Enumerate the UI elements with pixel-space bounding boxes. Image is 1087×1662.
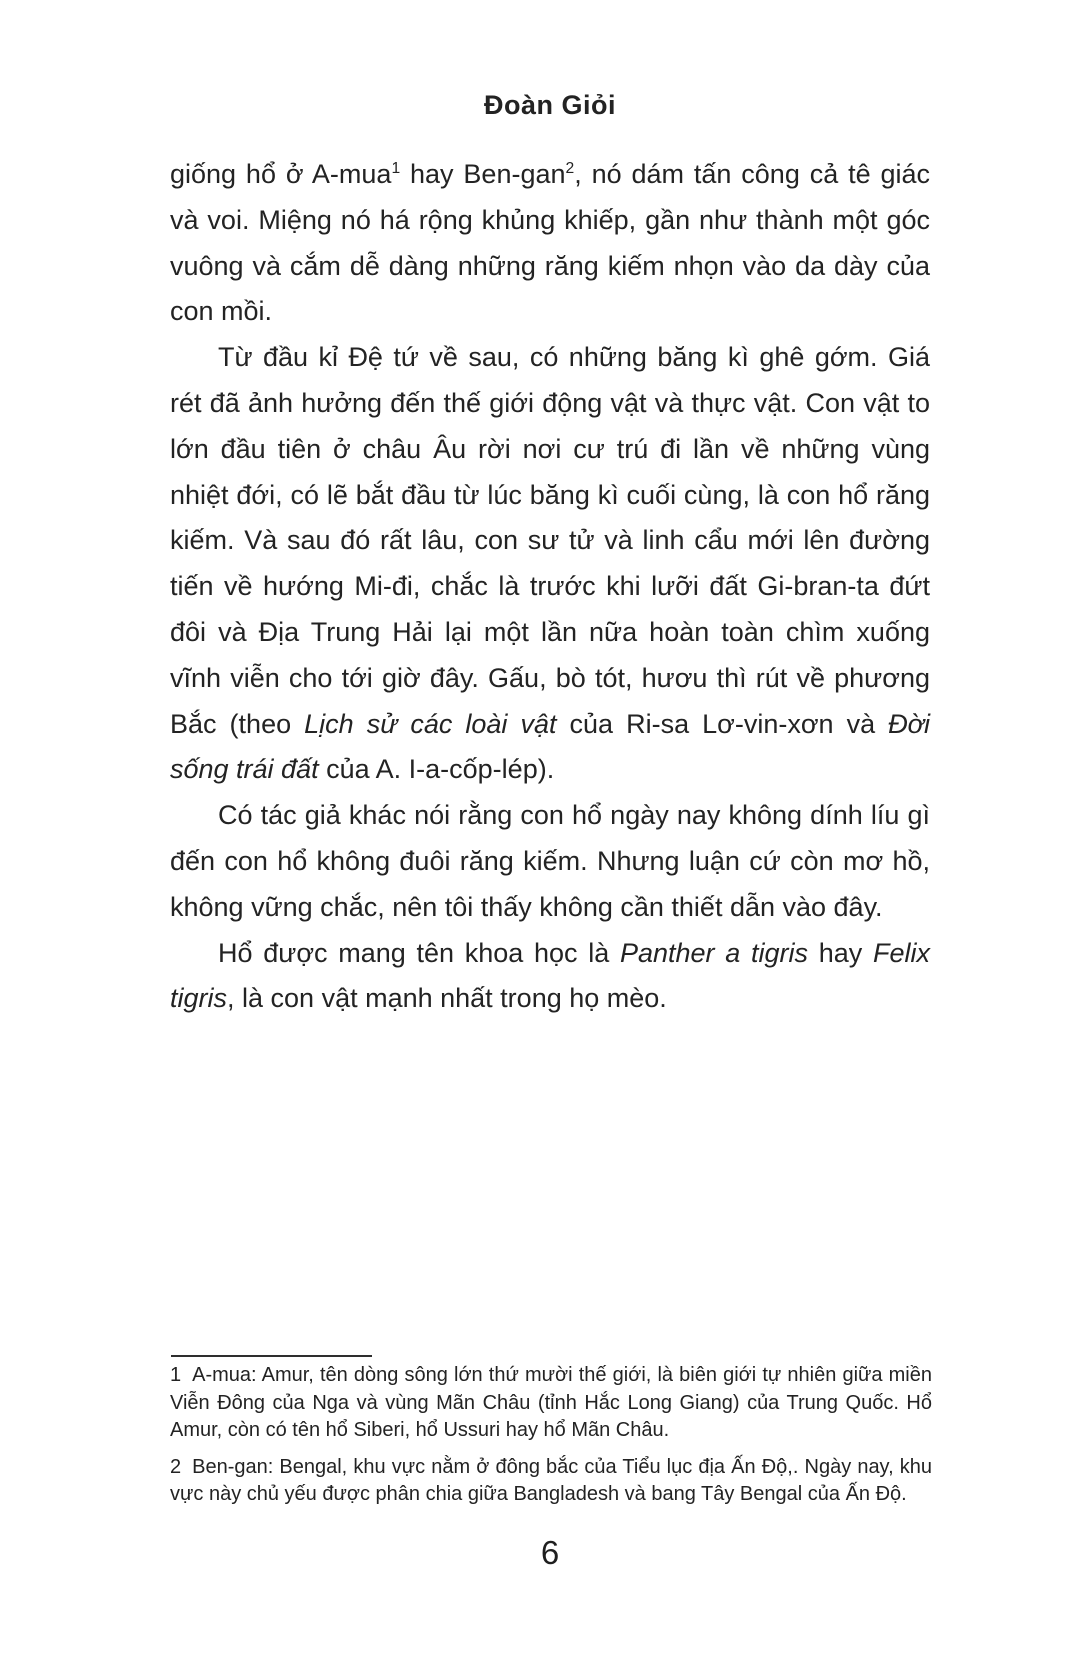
text-run: , nó dám tấn công cả tê giác và voi. Miệng nó há rộng khủng khiếp, gần như thành một góc vuông và cắm dễ dàng những răng kiếm nhọn vào da dày của con mồi. (170, 159, 931, 327)
running-head-author: Đoàn Giỏi (484, 90, 616, 120)
text-run: Hổ được mang tên khoa học là (218, 937, 620, 968)
footnote-number: 2 (170, 1455, 182, 1478)
footnote-separator (171, 1355, 372, 1357)
footnote-text: A-mua: Amur, tên dòng sông lớn thứ mười thế giới, là biên giới tự nhiên giữa miền Viễn Đông của Nga và vùng Mãn Châu (tỉnh Hắc Long Giang) của Trung Quốc. Hổ Amur, còn có tên hổ Siberi, hổ Ussuri hay hổ Mãn Châu. (170, 1364, 932, 1442)
text-run: , là con vật mạnh nhất trong họ mèo. (227, 983, 667, 1014)
footnote (170, 1362, 932, 1445)
text-run: giống hổ ở A-mua (170, 159, 392, 189)
paragraph (170, 931, 930, 1023)
text-run: Từ đầu kỉ Đệ tứ về sau, có những băng kì ghê gớm. Giá rét đã ảnh hưởng đến thế giới động vật và thực vật. Con vật to lớn đầu tiên ở châu Âu rời nơi cư trú đi lần về những vùng nhiệt đới, có lẽ bắt đầu từ lúc băng kì cuối cùng, là con hổ răng kiếm. Và sau đó rất lâu, con sư tử và linh cẩu mới lên đường tiến về hướng Mi-đi, chắc là trước khi lưỡi đất Gi-bran-ta đứt đôi và Địa Trung Hải lại một lần nữa hoàn toàn chìm xuống vĩnh viễn cho tới giờ đây. Gấu, bò tót, hươu thì rút về phương Bắc (theo (170, 342, 930, 739)
footnotes (170, 1362, 932, 1518)
italic-text-run: Lịch sử các loài vật (304, 708, 557, 739)
text-run: hay (808, 937, 873, 968)
footnote-text: Ben-gan: Bengal, khu vực nằm ở đông bắc của Tiểu lục địa Ấn Độ,. Ngày nay, khu vực này chủ yếu được phân chia giữa Bangladesh và bang Tây Bengal của Ấn Độ. (170, 1455, 932, 1506)
text-run: Có tác giả khác nói rằng con hổ ngày nay không dính líu gì đến con hổ không đuôi răng kiếm. Nhưng luận cứ còn mơ hồ, không vững chắc, nên tôi thấy không cần thiết dẫn vào đây. (170, 800, 930, 922)
paragraph (170, 335, 930, 793)
paragraph (170, 152, 930, 335)
footnote-number: 1 (170, 1364, 182, 1386)
italic-text-run: Đời sống trái đất (170, 708, 930, 785)
paragraph (170, 793, 930, 930)
footnote-reference: 2 (565, 160, 575, 177)
footnote (170, 1454, 932, 1509)
text-run: của A. I-a-cốp-lép). (318, 754, 555, 785)
italic-text-run: Felix tigris (170, 937, 930, 1014)
page-number: 6 (540, 1534, 560, 1571)
body-text (170, 152, 930, 1022)
footnote-reference: 1 (391, 160, 401, 177)
italic-text-run: Panther a tigris (619, 937, 809, 968)
text-run: của Ri-sa Lơ-vin-xơn và (556, 708, 889, 739)
text-run: hay Ben-gan (400, 159, 566, 189)
